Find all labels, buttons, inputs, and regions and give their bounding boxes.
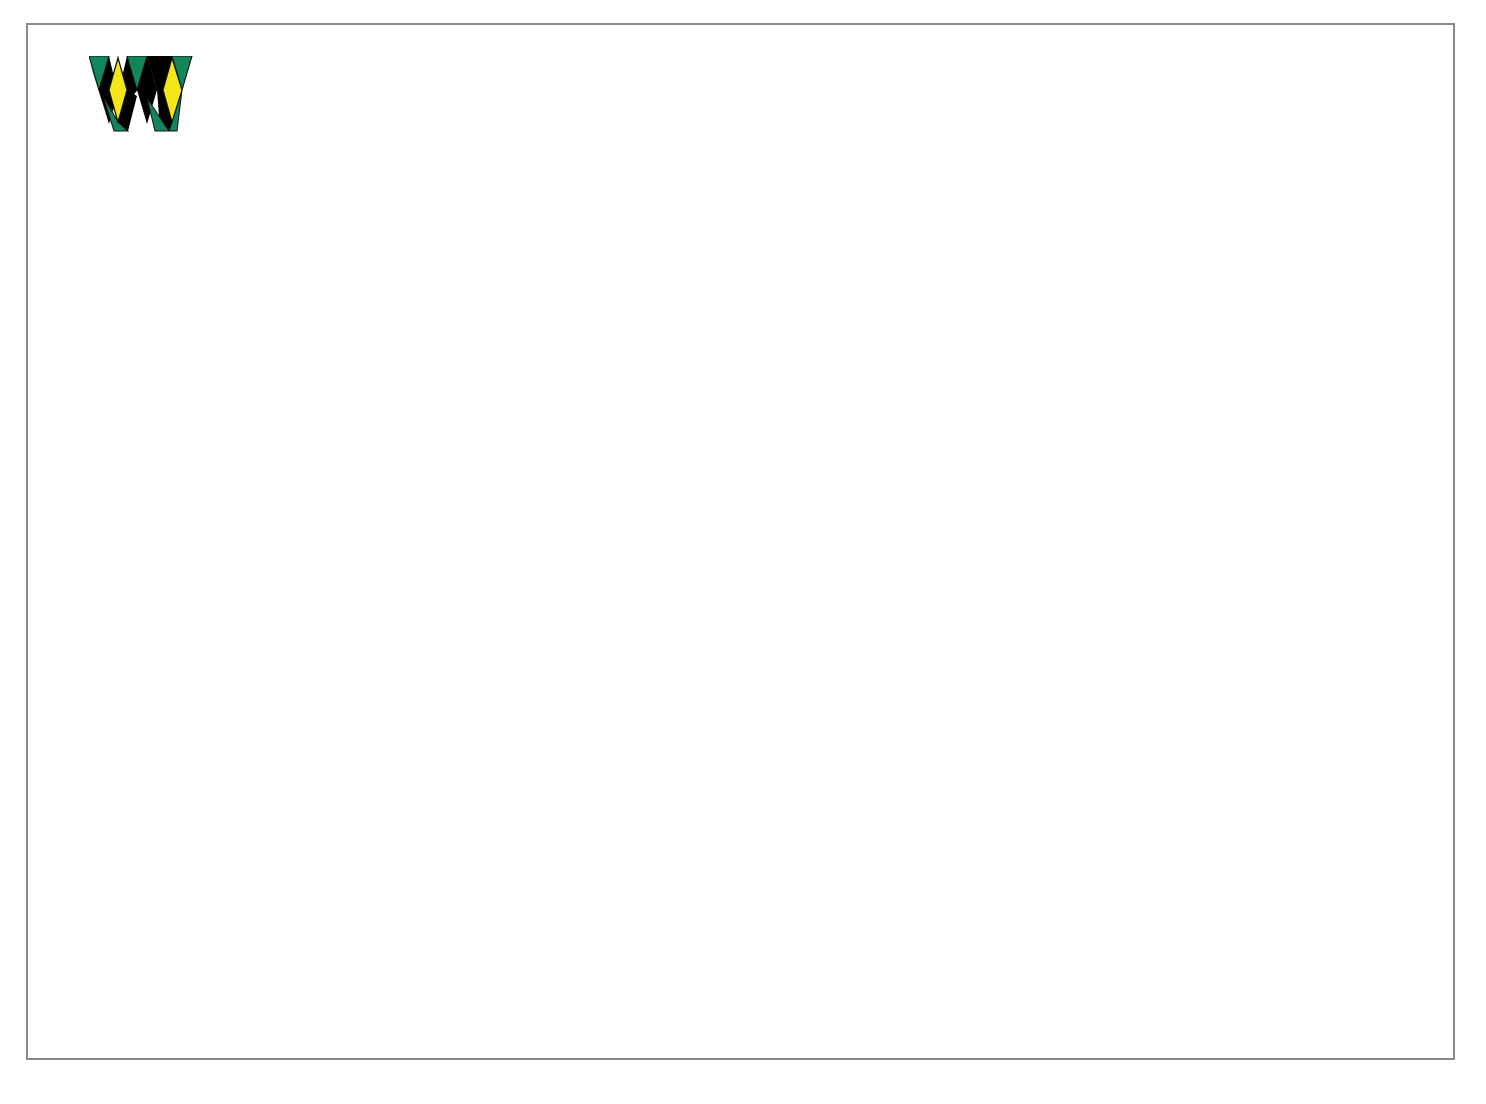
schedule-title-block: [1040, 50, 1290, 51]
whalen-logo-icon: [89, 56, 193, 132]
page-frame: [26, 23, 1455, 1060]
